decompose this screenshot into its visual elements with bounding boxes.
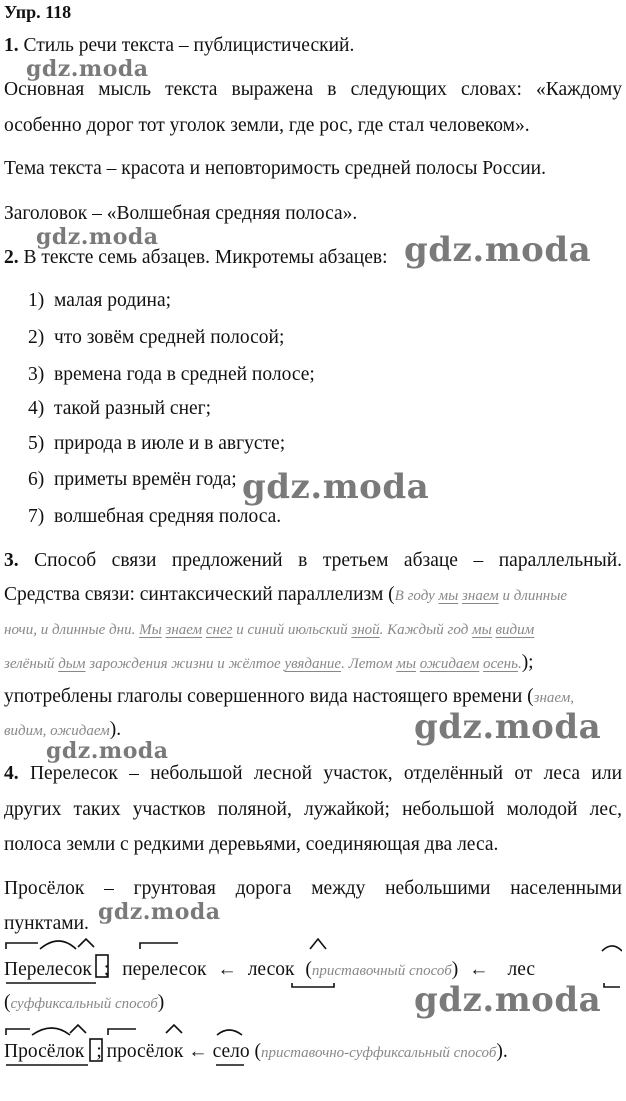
s1-theme-line: Тема текста – красота и неповторимость средней полосы России. bbox=[4, 158, 546, 179]
s1-number: 1. bbox=[4, 35, 19, 56]
s4-number: 4. bbox=[4, 763, 19, 784]
s4-def2-line2: пунктами. bbox=[4, 913, 89, 934]
list-item: 3) времена года в средней полосе; bbox=[28, 364, 315, 385]
derivation-word: лес bbox=[507, 959, 536, 980]
s4-def2-line1: Просёлок – грунтовая дорога между небольшими населенными bbox=[4, 878, 622, 899]
root-arc-mark bbox=[217, 1030, 242, 1035]
s4-def1-line2: других таких участков поляной, лужайкой; небольшой молодой лес, bbox=[4, 799, 622, 820]
list-item: 1) малая родина; bbox=[28, 290, 172, 311]
prefix-mark bbox=[6, 1029, 30, 1035]
s1-heading-line: Заголовок – «Волшебная средняя полоса». bbox=[4, 203, 358, 224]
exercise-title: Упр. 118 bbox=[4, 2, 72, 22]
prefix-mark bbox=[140, 943, 178, 949]
s4-def1-line3: полоса земли с редкими деревьями, соединяющая два леса. bbox=[4, 834, 499, 855]
derivation-word: лесок bbox=[247, 959, 295, 980]
watermark: gdz.moda bbox=[414, 707, 602, 747]
watermark: gdz.moda bbox=[242, 467, 430, 507]
quote-part1: В году мы знаем и длинные bbox=[394, 588, 568, 604]
list-item: 6) приметы времён года; bbox=[28, 469, 237, 490]
s3-number: 3. bbox=[4, 550, 19, 571]
watermark: gdz.moda bbox=[36, 224, 159, 250]
s1-style-line bbox=[4, 34, 354, 58]
derivation-line2: Просёлок ; просёлок ← село (приставочно-суффиксальный способ). bbox=[4, 1041, 508, 1062]
list-item: 2) что зовём средней полосой; bbox=[28, 327, 285, 348]
s2-number: 2. bbox=[4, 247, 19, 268]
suffix-mark bbox=[78, 939, 94, 947]
suffix-mark bbox=[70, 1025, 86, 1033]
derivation-word: перелесок bbox=[122, 959, 207, 980]
watermark: gdz.moda bbox=[98, 899, 221, 925]
root-arc-mark bbox=[40, 941, 76, 949]
s3-line1 bbox=[4, 549, 622, 573]
list-item: 4) такой разный снег; bbox=[28, 398, 212, 419]
derivation-word: Просёлок bbox=[4, 1041, 85, 1062]
method-label: суффиксальный способ bbox=[10, 996, 158, 1012]
s3-means-text: Средства связи: синтаксический параллелизм ( bbox=[4, 584, 395, 605]
watermark: gdz.moda bbox=[404, 230, 592, 270]
arrow-icon: ← bbox=[188, 1041, 208, 1062]
s3-line5: видим, ожидаем). bbox=[4, 719, 122, 740]
watermark: gdz.moda bbox=[46, 738, 169, 764]
root-arc-mark bbox=[602, 946, 622, 951]
s1-idea-line1: Основная мысль текста выражена в следующих словах: «Каждому bbox=[4, 79, 622, 100]
arrow-icon: ← bbox=[217, 959, 237, 980]
s2-intro-text: В тексте семь абзацев. Микротемы абзацев: bbox=[23, 247, 388, 268]
s3-line4: употреблены глаголы совершенного вида настоящего времени (знаем, bbox=[4, 686, 575, 707]
prefix-mark bbox=[6, 943, 38, 949]
ending-box bbox=[90, 1039, 102, 1061]
prefix-mark bbox=[108, 1029, 136, 1035]
derivation-word: село bbox=[212, 1041, 250, 1062]
derivation-word: Перелесок bbox=[4, 959, 92, 980]
watermark: gdz.moda bbox=[26, 56, 149, 82]
stem-mark bbox=[604, 983, 620, 987]
arrow-icon: ← bbox=[469, 959, 489, 980]
s1-style-text: Стиль речи текста – публицистический. bbox=[23, 35, 355, 56]
method-label: приставочный способ bbox=[311, 963, 452, 979]
derivation-line1-cont: (суффиксальный способ) bbox=[4, 992, 165, 1013]
ending-box bbox=[96, 955, 108, 977]
stem-mark bbox=[292, 983, 334, 987]
list-item: 5) природа в июле и в августе; bbox=[28, 433, 286, 454]
list-item: 7) волшебная средняя полоса. bbox=[28, 506, 282, 527]
derivation-word: просёлок bbox=[106, 1041, 184, 1062]
suffix-mark bbox=[166, 1025, 182, 1033]
s4-def1-line1: 4. Перелесок – небольшой лесной участок, отделённый от леса или bbox=[4, 763, 623, 784]
s3-quote-line3: зелёный дым зарождения жизни и жёлтое увядание. Летом мы ожидаем осень.); bbox=[4, 652, 534, 673]
s3-line2 bbox=[4, 583, 567, 608]
s1-idea-line2: особенно дорог тот уголок земли, где рос, где стал человеком». bbox=[4, 115, 530, 136]
method-label: приставочно-суффиксальный способ bbox=[260, 1045, 497, 1061]
suffix-mark bbox=[310, 939, 326, 949]
s3-line1-text: Способ связи предложений в третьем абзаце – параллельный. bbox=[34, 550, 622, 571]
derivation-line1: Перелесок ; перелесок ← лесок (приставочный способ) ← лес bbox=[4, 959, 536, 980]
s3-quote-line2: ночи, и длинные дни. Мы знаем снег и синий июльский зной. Каждый год мы видим bbox=[4, 622, 535, 638]
root-arc-mark bbox=[32, 1028, 70, 1035]
watermark: gdz.moda bbox=[414, 980, 602, 1020]
